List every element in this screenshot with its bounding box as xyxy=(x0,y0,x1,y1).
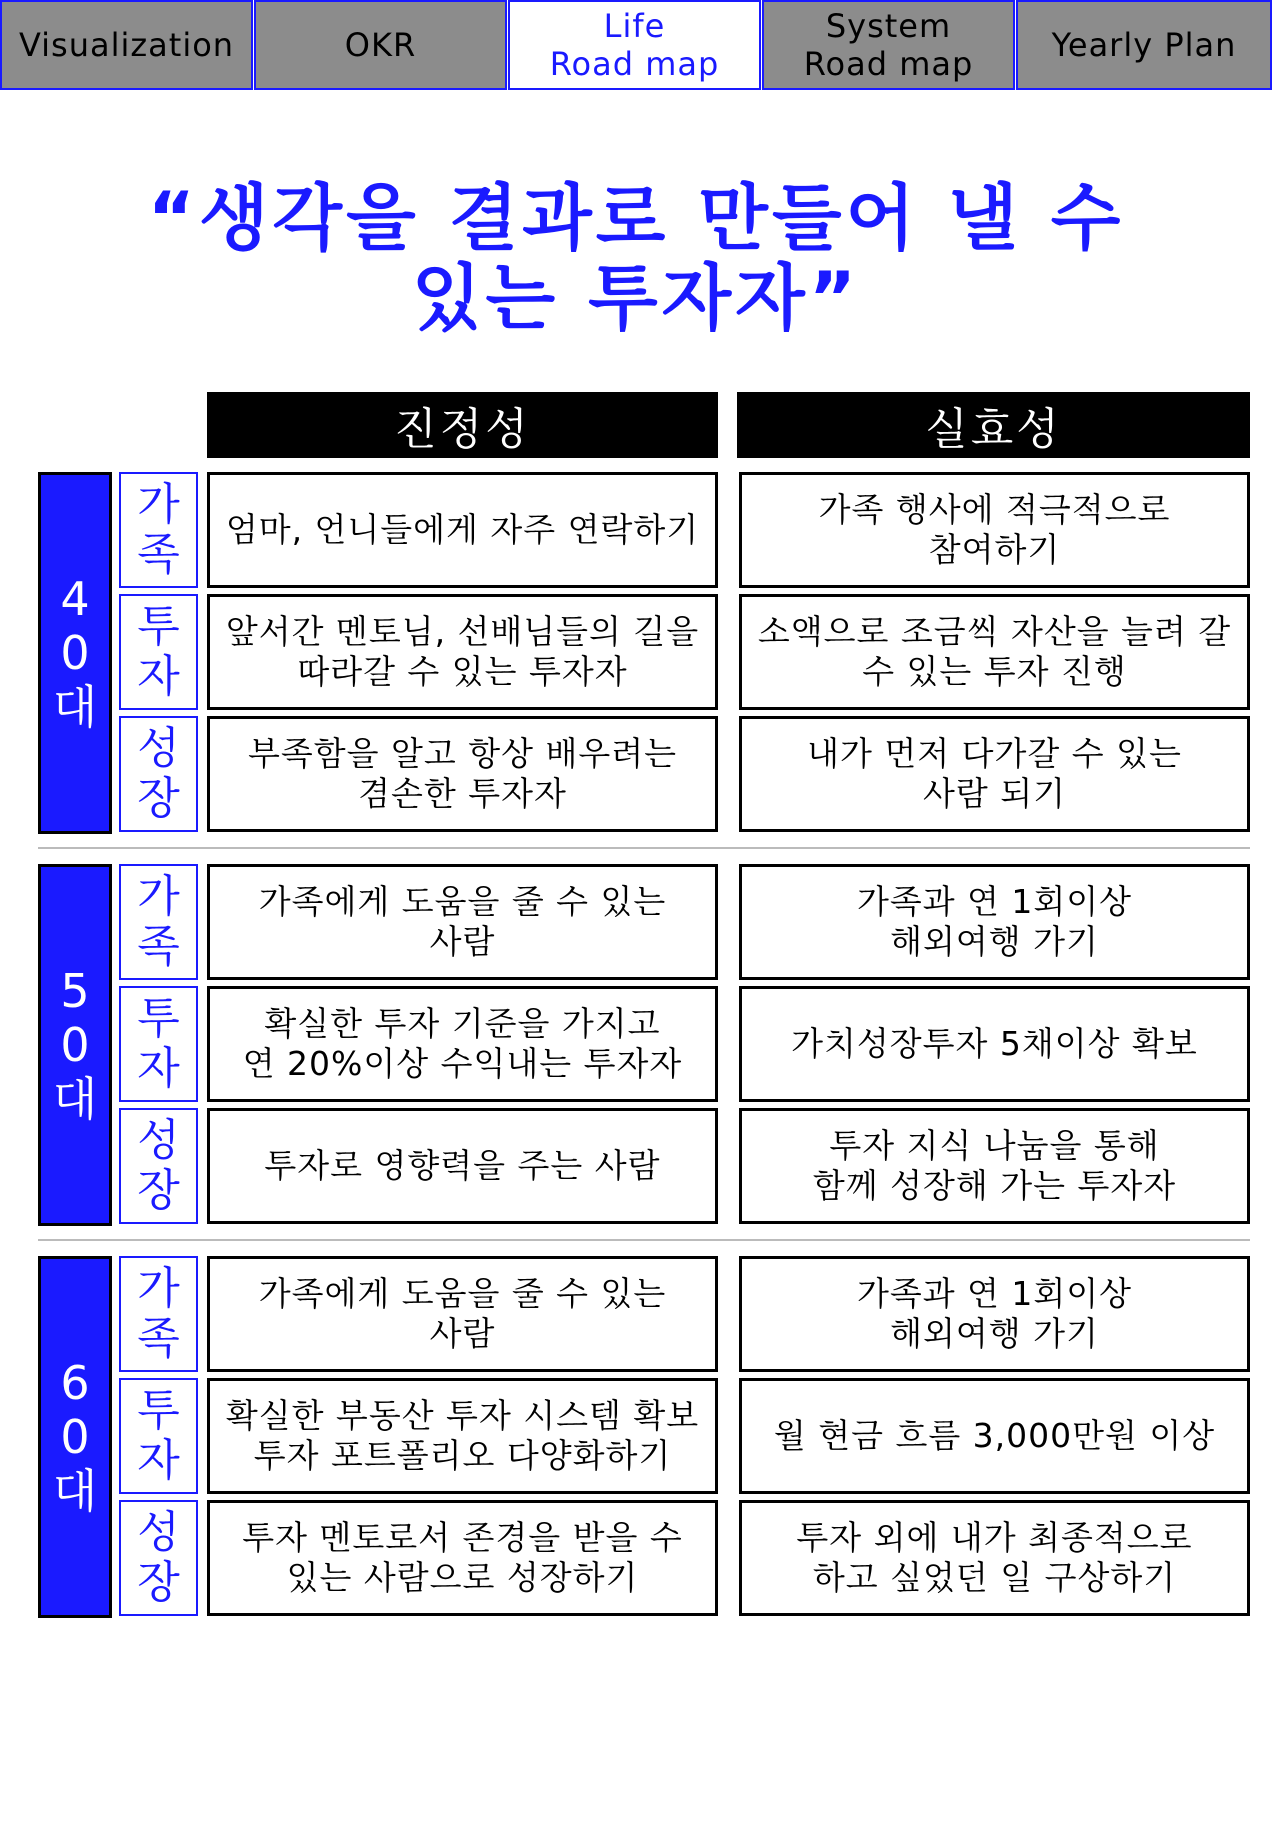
goal-text-line: 가족 행사에 적극적으로 xyxy=(818,490,1171,529)
category-char: 자 xyxy=(137,1043,180,1094)
category-char: 장 xyxy=(137,773,180,824)
goal-text-line: 있는 사람으로 성장하기 xyxy=(286,1558,639,1597)
tab-label-line1: System xyxy=(825,7,952,45)
decade-label-char: 대 xyxy=(52,1072,98,1126)
goal-text-line: 가족에게 도움을 줄 수 있는 xyxy=(258,882,667,921)
goal-cell-left xyxy=(207,986,718,1102)
category-char: 족 xyxy=(137,529,180,580)
goal-text-line: 부족함을 알고 항상 배우려는 xyxy=(247,734,677,773)
goal-cell-right xyxy=(739,472,1250,588)
goal-cell-right xyxy=(739,594,1250,710)
category-char: 족 xyxy=(137,921,180,972)
goal-cell-left xyxy=(207,594,718,710)
tab-label: OKR xyxy=(344,26,417,64)
category-char: 가 xyxy=(137,479,180,530)
tab-label: Visualization xyxy=(18,26,235,64)
decade-label-char: 6 xyxy=(60,1356,90,1410)
goal-cell-right xyxy=(739,1500,1250,1616)
goal-text-line: 사람 되기 xyxy=(922,774,1066,813)
category-investment xyxy=(119,1378,198,1494)
goal-text-line: 투자 지식 나눔을 통해 xyxy=(829,1126,1160,1165)
tab-okr[interactable] xyxy=(254,0,507,90)
goal-text-line: 엄마, 언니들에게 자주 연락하기 xyxy=(225,510,700,549)
category-char: 성 xyxy=(137,723,180,774)
goal-cell-left xyxy=(207,716,718,832)
decade-label-char: 5 xyxy=(60,964,90,1018)
goal-text-line: 함께 성장해 가는 투자자 xyxy=(812,1166,1177,1205)
decade-label xyxy=(38,472,112,834)
decade-label xyxy=(38,864,112,1226)
goal-cell-right xyxy=(739,1256,1250,1372)
goal-text-line: 따라갈 수 있는 투자자 xyxy=(297,652,628,691)
goal-text-line: 확실한 부동산 투자 시스템 확보 xyxy=(225,1396,700,1435)
goal-text-line: 연 20%이상 수익내는 투자자 xyxy=(242,1044,683,1083)
goal-text-line: 가족에게 도움을 줄 수 있는 xyxy=(258,1274,667,1313)
category-investment xyxy=(119,594,198,710)
goal-cell-left xyxy=(207,1500,718,1616)
decade-label-char: 0 xyxy=(60,1410,90,1464)
category-char: 성 xyxy=(137,1115,180,1166)
goal-cell-right xyxy=(739,986,1250,1102)
category-growth xyxy=(119,1108,198,1224)
page-title xyxy=(0,178,1272,338)
goal-text-line: 사람 xyxy=(429,1314,496,1353)
section-divider xyxy=(38,847,1250,849)
goal-text-line: 가치성장투자 5채이상 확보 xyxy=(791,1024,1198,1063)
tab-system-road-map[interactable] xyxy=(762,0,1015,90)
category-growth xyxy=(119,716,198,832)
column-header-effectiveness: 실효성 xyxy=(737,392,1250,458)
tab-visualization[interactable] xyxy=(0,0,253,90)
goal-text-line: 투자 멘토로서 존경을 받을 수 xyxy=(242,1518,683,1557)
goal-cell-right xyxy=(739,1108,1250,1224)
goal-text-line: 참여하기 xyxy=(928,530,1061,569)
page-title-line1: “생각을 결과로 만들어 낼 수 xyxy=(147,176,1125,260)
goal-text-line: 월 현금 흐름 3,000만원 이상 xyxy=(773,1416,1216,1455)
goal-text-line: 투자로 영향력을 주는 사람 xyxy=(264,1146,661,1185)
category-char: 자 xyxy=(137,1435,180,1486)
decade-label-char: 0 xyxy=(60,1018,90,1072)
category-investment xyxy=(119,986,198,1102)
goal-text-line: 소액으로 조금씩 자산을 늘려 갈 xyxy=(757,612,1232,651)
goal-text-line: 가족과 연 1회이상 xyxy=(856,1274,1133,1313)
decade-label-char: 0 xyxy=(60,626,90,680)
category-char: 장 xyxy=(137,1557,180,1608)
page-title-line2: 있는 투자자” xyxy=(411,256,861,340)
tab-yearly-plan[interactable] xyxy=(1016,0,1272,90)
tab-label-line1: Life xyxy=(603,7,666,45)
goal-text-line: 가족과 연 1회이상 xyxy=(856,882,1133,921)
category-char: 가 xyxy=(137,1263,180,1314)
decade-label-char: 대 xyxy=(52,1464,98,1518)
goal-text-line: 하고 싶었던 일 구상하기 xyxy=(812,1558,1177,1597)
goal-text-line: 수 있는 투자 진행 xyxy=(862,652,1127,691)
goal-cell-right xyxy=(739,864,1250,980)
goal-text-line: 투자 포트폴리오 다양화하기 xyxy=(253,1436,672,1475)
section-divider xyxy=(38,1239,1250,1241)
decade-label-char: 4 xyxy=(60,572,90,626)
goal-cell-left xyxy=(207,1108,718,1224)
tab-label: Yearly Plan xyxy=(1051,26,1237,64)
goal-text-line: 겸손한 투자자 xyxy=(358,774,567,813)
goal-text-line: 해외여행 가기 xyxy=(890,922,1099,961)
decade-label xyxy=(38,1256,112,1618)
goal-text-line: 확실한 투자 기준을 가지고 xyxy=(264,1004,661,1043)
decade-label-char: 대 xyxy=(52,680,98,734)
column-header-authenticity: 진정성 xyxy=(207,392,718,458)
category-family xyxy=(119,472,198,588)
category-char: 투 xyxy=(137,601,180,652)
goal-cell-left xyxy=(207,472,718,588)
top-tab-bar xyxy=(0,0,1272,90)
tab-label-line2: Road map xyxy=(549,45,720,83)
goal-cell-left xyxy=(207,1256,718,1372)
tab-life-road-map[interactable] xyxy=(508,0,761,90)
category-growth xyxy=(119,1500,198,1616)
category-char: 족 xyxy=(137,1313,180,1364)
goal-cell-right xyxy=(739,1378,1250,1494)
category-family xyxy=(119,864,198,980)
category-char: 투 xyxy=(137,1385,180,1436)
category-char: 가 xyxy=(137,871,180,922)
goal-text-line: 내가 먼저 다가갈 수 있는 xyxy=(807,734,1182,773)
category-char: 장 xyxy=(137,1165,180,1216)
goal-text-line: 해외여행 가기 xyxy=(890,1314,1099,1353)
category-family xyxy=(119,1256,198,1372)
goal-text-line: 투자 외에 내가 최종적으로 xyxy=(796,1518,1193,1557)
category-char: 자 xyxy=(137,651,180,702)
category-char: 성 xyxy=(137,1507,180,1558)
category-char: 투 xyxy=(137,993,180,1044)
goal-text-line: 앞서간 멘토님, 선배님들의 길을 xyxy=(225,612,700,651)
goal-cell-left xyxy=(207,1378,718,1494)
tab-label-line2: Road map xyxy=(803,45,974,83)
goal-cell-right xyxy=(739,716,1250,832)
goal-text-line: 사람 xyxy=(429,922,496,961)
goal-cell-left xyxy=(207,864,718,980)
